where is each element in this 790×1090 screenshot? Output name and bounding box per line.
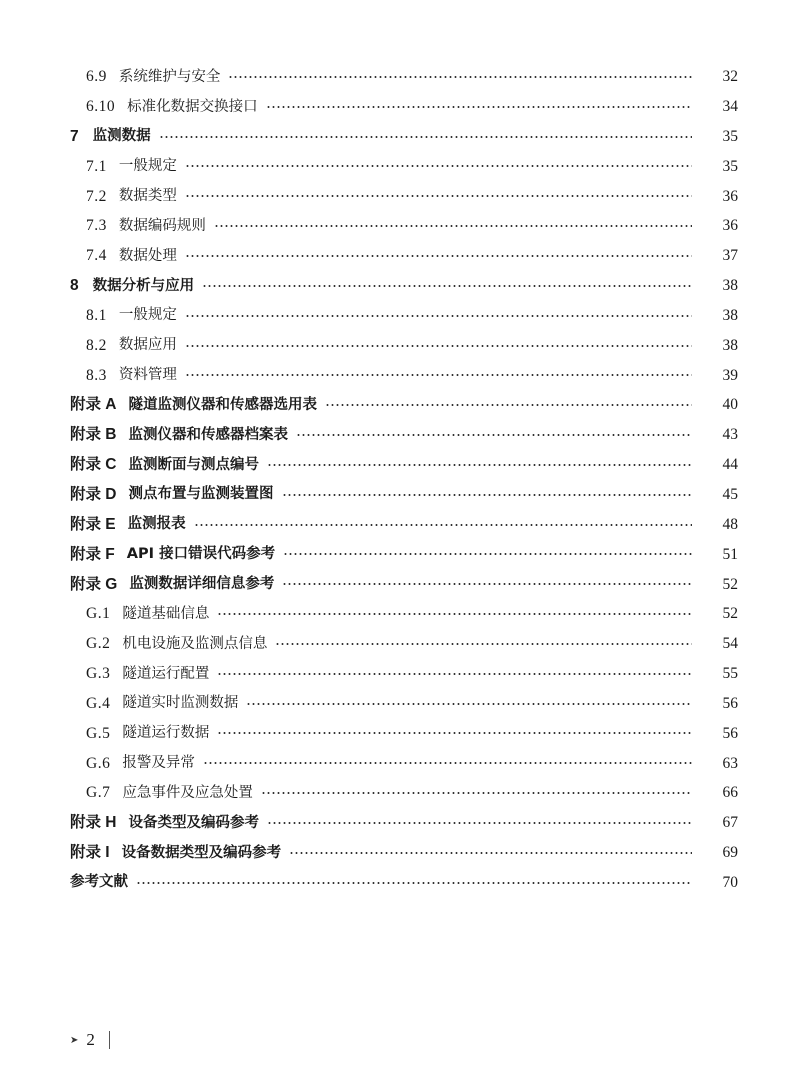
toc-entry-title: 隧道基础信息 xyxy=(122,605,210,622)
toc-entry-number: 附录 B xyxy=(70,426,117,444)
toc-entry[interactable] xyxy=(0,62,790,92)
toc-entry-number: 7 xyxy=(70,127,79,145)
toc-entry[interactable] xyxy=(0,241,790,271)
dot-leader xyxy=(283,553,692,555)
toc-entry[interactable] xyxy=(0,689,790,719)
toc-entry[interactable] xyxy=(0,271,790,301)
toc-entry-page: 69 xyxy=(722,844,738,862)
toc-entry-title: 参考文献 xyxy=(70,874,128,891)
toc-entry-page: 35 xyxy=(722,157,738,175)
toc-entry-number: 6.10 xyxy=(86,98,116,116)
toc-entry[interactable] xyxy=(0,331,790,361)
dot-leader xyxy=(185,195,692,197)
toc-entry-page: 66 xyxy=(722,784,738,802)
toc-entry-page: 38 xyxy=(722,306,738,324)
toc-entry[interactable] xyxy=(0,778,790,808)
dot-leader xyxy=(185,315,692,317)
dot-leader xyxy=(136,882,692,884)
toc-entry-number: 7.2 xyxy=(86,187,107,205)
dot-leader xyxy=(202,285,692,287)
toc-entry-title: 监测仪器和传感器档案表 xyxy=(128,426,289,443)
toc-entry-title: 数据处理 xyxy=(118,247,177,264)
toc-entry-number: 附录 A xyxy=(70,396,117,414)
toc-entry-page: 45 xyxy=(722,485,738,503)
toc-entry-number: G.1 xyxy=(86,605,111,623)
toc-entry[interactable] xyxy=(0,152,790,182)
toc-entry-page: 63 xyxy=(722,754,738,772)
toc-entry-page: 54 xyxy=(722,635,738,653)
toc-entry[interactable] xyxy=(0,808,790,838)
dot-leader xyxy=(267,464,692,466)
toc-entry-page: 34 xyxy=(722,98,738,116)
toc-entry[interactable] xyxy=(0,92,790,122)
toc-entry-number: 8.2 xyxy=(86,336,107,354)
toc-entry-page: 48 xyxy=(722,515,738,533)
dot-leader xyxy=(185,345,692,347)
toc-entry[interactable] xyxy=(0,510,790,540)
toc-entry-title: 监测数据详细信息参考 xyxy=(129,576,275,593)
toc-entry-number: 附录 C xyxy=(70,456,117,474)
toc-entry[interactable] xyxy=(0,420,790,450)
toc-entry-title: 数据应用 xyxy=(118,337,177,354)
dot-leader xyxy=(246,703,692,705)
dot-leader xyxy=(289,852,692,854)
dot-leader xyxy=(185,255,692,257)
toc-entry[interactable] xyxy=(0,122,790,152)
toc-entry-title: API 接口错误代码参考 xyxy=(126,546,276,563)
arrow-icon: ➤ xyxy=(70,1034,79,1046)
toc-entry-number: 7.4 xyxy=(86,247,107,265)
toc-entry-title: 机电设施及监测点信息 xyxy=(122,635,268,652)
toc-entry-number: G.5 xyxy=(86,724,111,742)
toc-entry-number: 8.1 xyxy=(86,306,107,324)
dot-leader xyxy=(217,732,692,734)
toc-entry-page: 44 xyxy=(722,456,738,474)
toc-entry-title: 隧道运行数据 xyxy=(122,725,210,742)
toc-entry-title: 系统维护与安全 xyxy=(118,68,221,85)
toc-entry-number: 7.3 xyxy=(86,217,107,235)
toc-entry[interactable] xyxy=(0,211,790,241)
toc-entry-title: 应急事件及应急处置 xyxy=(122,784,253,801)
toc-entry-number: G.2 xyxy=(86,635,111,653)
toc-entry-number: G.4 xyxy=(86,694,111,712)
toc-entry[interactable] xyxy=(0,360,790,390)
toc-entry-title: 监测数据 xyxy=(92,128,151,145)
toc-entry[interactable] xyxy=(0,868,790,898)
dot-leader xyxy=(203,762,692,764)
toc-entry-number: G.6 xyxy=(86,754,111,772)
toc-entry[interactable] xyxy=(0,540,790,570)
toc-entry-title: 数据类型 xyxy=(118,188,177,205)
toc-entry-number: 7.1 xyxy=(86,157,107,175)
footer-divider xyxy=(109,1031,110,1049)
toc-entry-page: 43 xyxy=(722,426,738,444)
dot-leader xyxy=(267,822,692,824)
dot-leader xyxy=(266,106,692,108)
dot-leader xyxy=(325,404,692,406)
toc-entry[interactable] xyxy=(0,181,790,211)
toc-entry[interactable] xyxy=(0,569,790,599)
toc-entry-title: 数据编码规则 xyxy=(118,217,206,234)
toc-entry-number: 附录 E xyxy=(70,515,116,533)
dot-leader xyxy=(261,792,692,794)
dot-leader xyxy=(282,583,692,585)
toc-entry-title: 一般规定 xyxy=(118,158,177,175)
dot-leader xyxy=(282,494,692,496)
toc-entry-title: 隧道监测仪器和传感器选用表 xyxy=(128,396,318,413)
toc-entry-title: 报警及异常 xyxy=(122,755,195,772)
toc-entry-number: 附录 F xyxy=(70,545,115,563)
toc-entry[interactable] xyxy=(0,748,790,778)
dot-leader xyxy=(214,225,692,227)
toc-entry-page: 55 xyxy=(722,665,738,683)
dot-leader xyxy=(194,524,692,526)
dot-leader xyxy=(296,434,692,436)
toc-entry-title: 隧道运行配置 xyxy=(122,665,210,682)
toc-entry[interactable] xyxy=(0,719,790,749)
toc-entry-number: 附录 H xyxy=(70,814,117,832)
toc-entry-page: 32 xyxy=(722,68,738,86)
dot-leader xyxy=(185,374,692,376)
page-footer xyxy=(70,1030,110,1050)
toc-entry[interactable] xyxy=(0,659,790,689)
toc-entry-number: 8 xyxy=(70,277,79,295)
dot-leader xyxy=(228,76,692,78)
toc-entry-number: 附录 I xyxy=(70,844,110,862)
toc-entry-number: 8.3 xyxy=(86,366,107,384)
toc-entry-page: 52 xyxy=(722,575,738,593)
toc-entry-page: 70 xyxy=(722,873,738,891)
toc-entry[interactable] xyxy=(0,838,790,868)
toc-entry-page: 38 xyxy=(722,277,738,295)
toc-entry-page: 36 xyxy=(722,217,738,235)
toc-entry-title: 数据分析与应用 xyxy=(92,277,195,294)
dot-leader xyxy=(217,613,692,615)
toc-entry-page: 37 xyxy=(722,247,738,265)
toc-entry[interactable] xyxy=(0,390,790,420)
toc-entry-page: 36 xyxy=(722,187,738,205)
toc-entry[interactable] xyxy=(0,301,790,331)
toc-entry-page: 51 xyxy=(722,545,738,563)
dot-leader xyxy=(217,673,692,675)
toc-entry[interactable] xyxy=(0,629,790,659)
toc-entry-title: 标准化数据交换接口 xyxy=(127,98,258,115)
toc-entry[interactable] xyxy=(0,480,790,510)
toc-entry-title: 设备数据类型及编码参考 xyxy=(121,844,282,861)
toc-entry-title: 一般规定 xyxy=(118,307,177,324)
toc-entry-page: 35 xyxy=(722,127,738,145)
toc-entry-title: 测点布置与监测装置图 xyxy=(128,486,274,503)
toc-entry-page: 56 xyxy=(722,724,738,742)
toc-entry-page: 67 xyxy=(722,814,738,832)
dot-leader xyxy=(275,643,692,645)
toc-entry-title: 设备类型及编码参考 xyxy=(128,814,260,831)
toc-entry[interactable] xyxy=(0,450,790,480)
toc-entry-title: 资料管理 xyxy=(118,367,177,384)
toc-entry-page: 39 xyxy=(722,366,738,384)
table-of-contents xyxy=(0,62,790,898)
dot-leader xyxy=(185,165,692,167)
toc-entry-number: G.3 xyxy=(86,665,111,683)
page-number: 2 xyxy=(86,1030,95,1049)
toc-entry-title: 监测报表 xyxy=(127,516,186,533)
dot-leader xyxy=(159,136,692,138)
toc-entry-title: 监测断面与测点编号 xyxy=(128,456,260,473)
toc-entry-number: G.7 xyxy=(86,784,111,802)
toc-entry-page: 38 xyxy=(722,336,738,354)
toc-entry-page: 52 xyxy=(722,605,738,623)
toc-entry-number: 6.9 xyxy=(86,68,107,86)
toc-entry-number: 附录 D xyxy=(70,485,117,503)
toc-entry-page: 40 xyxy=(722,396,738,414)
toc-entry-title: 隧道实时监测数据 xyxy=(122,695,239,712)
toc-entry-page: 56 xyxy=(722,694,738,712)
toc-entry-number: 附录 G xyxy=(70,575,118,593)
toc-entry[interactable] xyxy=(0,599,790,629)
